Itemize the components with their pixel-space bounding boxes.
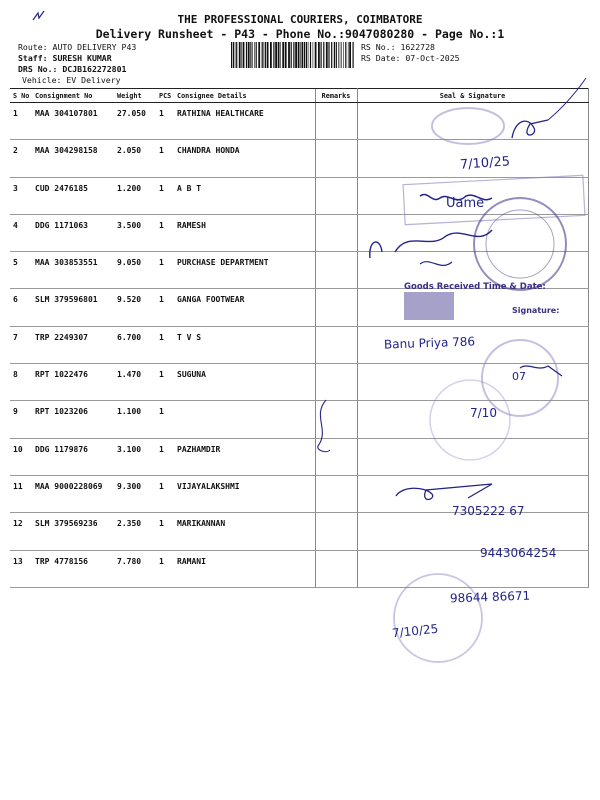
cell-sno: 8 [10, 364, 32, 401]
cell-pcs: 1 [156, 252, 174, 289]
cell-pcs: 1 [156, 401, 174, 438]
cell-pcs: 1 [156, 438, 174, 475]
cell-pcs: 1 [156, 103, 174, 140]
cell-consignment: MAA 9000228069 [32, 475, 114, 512]
stamp-dark-block [404, 292, 454, 320]
cell-sno: 2 [10, 140, 32, 177]
cell-consignment: DDG 1179876 [32, 438, 114, 475]
rs-number: RS No.: 1622728 [361, 42, 435, 52]
cell-consignee: CHANDRA HONDA [174, 140, 315, 177]
col-consignment: Consignment No [32, 89, 114, 103]
cell-weight: 2.350 [114, 513, 156, 550]
cell-weight: 3.500 [114, 214, 156, 251]
cell-sno: 3 [10, 177, 32, 214]
cell-sno: 10 [10, 438, 32, 475]
cell-pcs: 1 [156, 289, 174, 326]
cell-sno: 5 [10, 252, 32, 289]
handwritten-name-row-6: Banu Priya 786 [383, 334, 476, 352]
cell-consignee: VIJAYALAKSHMI [174, 475, 315, 512]
signature-row-8 [318, 400, 330, 452]
cell-consignee: SUGUNA [174, 364, 315, 401]
signature-stamp: Signature: [512, 306, 560, 315]
cell-consignment: TRP 2249307 [32, 326, 114, 363]
cell-consignment: RPT 1023206 [32, 401, 114, 438]
cell-sno: 4 [10, 214, 32, 251]
handwritten-phone-row-10: 7305222 67 [452, 504, 525, 518]
cell-weight: 1.470 [114, 364, 156, 401]
col-weight: Weight [114, 89, 156, 103]
cell-consignment: SLM 379569236 [32, 513, 114, 550]
runsheet-subtitle: Delivery Runsheet - P43 - Phone No.:9047080280 - Page No.:1 [95, 27, 505, 41]
cell-consignee: A B T [174, 177, 315, 214]
company-title: THE PROFESSIONAL COURIERS, COIMBATORE [177, 13, 423, 26]
cell-pcs: 1 [156, 214, 174, 251]
cell-consignee: RAMESH [174, 214, 315, 251]
seal-row-1 [432, 108, 504, 144]
cell-sno: 12 [10, 513, 32, 550]
staff-line: Staff: SURESH KUMAR [18, 53, 112, 63]
cell-sno: 11 [10, 475, 32, 512]
cell-weight: 2.050 [114, 140, 156, 177]
col-consignee: Consignee Details [174, 89, 315, 103]
cell-sno: 9 [10, 401, 32, 438]
cell-sno: 6 [10, 289, 32, 326]
cell-sno: 13 [10, 550, 32, 587]
cell-pcs: 1 [156, 550, 174, 587]
cell-weight: 7.780 [114, 550, 156, 587]
col-remarks: Remarks [315, 89, 357, 103]
signature-row-1 [512, 120, 548, 138]
cell-weight: 27.050 [114, 103, 156, 140]
cell-weight: 9.050 [114, 252, 156, 289]
rs-date: RS Date: 07-Oct-2025 [361, 53, 460, 63]
cell-weight: 1.100 [114, 401, 156, 438]
handwritten-date-row-2: 7/10/25 [459, 154, 511, 173]
handwritten-phone-row-12: 98644 86671 [449, 588, 531, 606]
cell-pcs: 1 [156, 364, 174, 401]
cell-consignee: GANGA FOOTWEAR [174, 289, 315, 326]
cell-pcs: 1 [156, 177, 174, 214]
cell-consignee: RAMANI [174, 550, 315, 587]
handwritten-date-row-13: 7/10/25 [391, 621, 439, 641]
cell-consignment: MAA 303853551 [32, 252, 114, 289]
signature-row-1-tail [548, 78, 586, 120]
cell-sno: 1 [10, 103, 32, 140]
signature-row-10 [396, 484, 492, 500]
seal-row-8 [430, 380, 510, 460]
cell-pcs: 1 [156, 326, 174, 363]
cell-consignment: TRP 4778156 [32, 550, 114, 587]
route-line: Route: AUTO DELIVERY P43 [18, 42, 137, 52]
cell-weight: 9.520 [114, 289, 156, 326]
vehicle-line: Vehicle: EV Delivery [22, 75, 121, 85]
cell-consignee: PURCHASE DEPARTMENT [174, 252, 315, 289]
handwritten-phone-row-11: 9443064254 [480, 546, 557, 560]
cell-consignee: RATHINA HEALTHCARE [174, 103, 315, 140]
cell-consignment: CUD 2476185 [32, 177, 114, 214]
cell-consignment: SLM 379596801 [32, 289, 114, 326]
cell-pcs: 1 [156, 140, 174, 177]
col-sno: S No [10, 89, 32, 103]
cell-consignment: MAA 304298158 [32, 140, 114, 177]
handwritten-time-row-7: 07 [512, 370, 526, 383]
cell-weight: 1.200 [114, 177, 156, 214]
cell-consignment: MAA 304107801 [32, 103, 114, 140]
cell-consignment: DDG 1171063 [32, 214, 114, 251]
col-signature: Seal & Signature [357, 89, 588, 103]
cell-consignment: RPT 1022476 [32, 364, 114, 401]
cell-sno: 7 [10, 326, 32, 363]
seal-row-4 [474, 198, 566, 290]
cell-consignee: MARIKANNAN [174, 513, 315, 550]
cell-weight: 9.300 [114, 475, 156, 512]
drs-line: DRS No.: DCJB162272801 [18, 64, 127, 74]
cell-pcs: 1 [156, 475, 174, 512]
cell-weight: 3.100 [114, 438, 156, 475]
cell-consignee: T V S [174, 326, 315, 363]
goods-received-stamp: Goods Received Time & Date: [404, 282, 546, 292]
cell-weight: 6.700 [114, 326, 156, 363]
handwritten-date-row-8: 7/10 [470, 406, 497, 420]
cell-pcs: 1 [156, 513, 174, 550]
handwritten-name-row-3: Uame [446, 196, 485, 211]
cell-consignee: PAZHAMDIR [174, 438, 315, 475]
col-pcs: PCS [156, 89, 174, 103]
seal-row-13 [394, 574, 482, 662]
